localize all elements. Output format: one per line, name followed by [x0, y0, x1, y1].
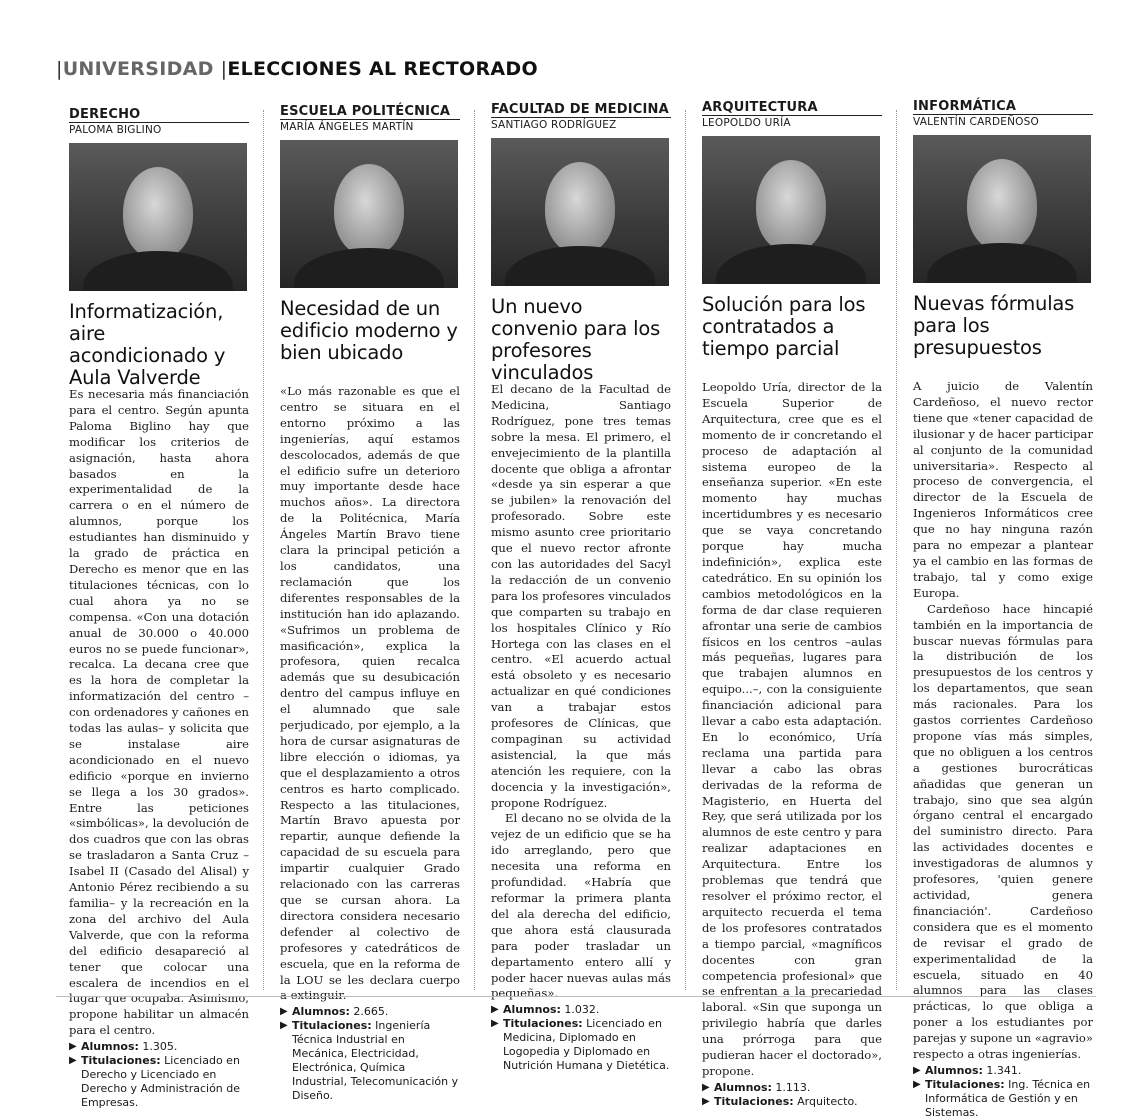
header-divider: |	[220, 58, 228, 80]
column-derecho	[69, 107, 249, 1110]
faculty-name: INFORMÁTICA	[913, 99, 1093, 115]
dean-photo	[702, 136, 880, 284]
faculty-name: DERECHO	[69, 107, 249, 123]
column-politecnica	[280, 104, 460, 1103]
alumnos-line	[913, 1064, 1093, 1078]
dean-photo	[913, 135, 1091, 283]
titulaciones-label: Titulaciones:	[925, 1077, 1005, 1091]
article-headline: Informatización, aire acondicionado y Aula Valverde	[69, 300, 226, 389]
article-facts	[69, 1040, 249, 1110]
arrow-icon: ▶	[69, 1055, 77, 1067]
titulaciones-line	[280, 1019, 460, 1103]
faculty-name: ESCUELA POLITÉCNICA	[280, 104, 460, 120]
titulaciones-label: Titulaciones:	[292, 1019, 372, 1033]
faculty-name: ARQUITECTURA	[702, 100, 882, 116]
article-paragraph: El decano de la Facultad de Medicina, Santiago Rodríguez, pone tres temas sobre la mesa. El primero, el envejecimiento de la plantilla docente que obliga a afrontar «desde ya sin esperar a que se jubilen» la renovación del profesorado. Sobre este mismo asunto cree prioritario que el nuevo rector afronte con las autoridades del Sacyl la redacción de un convenio para los profesores vinculados que comparten su trabajo en los hospitales Clínico y Río Hortega con las clases en el centro. «El acuerdo actual está obsoleto y es necesario actualizar en qué condiciones van a trabajar estos profesores de Clínicas, que compaginan su actividad asistencial, la que más atención les requiere, con la docencia y la investigación», propone Rodríguez.	[491, 382, 671, 810]
alumnos-value: 1.113.	[775, 1080, 811, 1094]
arrow-icon: ▶	[280, 1006, 288, 1018]
article-facts	[702, 1081, 882, 1109]
article-facts	[491, 1003, 671, 1073]
article-paragraph: Leopoldo Uría, director de la Escuela Superior de Arquitectura, cree que es el momento de ir concretando el proceso de adaptación al sistema europeo de la enseñanza superior. «En este momento hay muchas incertidumbres y es necesario que se vaya concretando porque hay mucha indefinición», explica este catedrático. En su opinión los cambios metodológicos en la forma de dar clase requieren afrontar una serie de cambios físicos en los centros –aulas más pequeñas, lugares para que trabajen alumnos en equipo...–, con la consiguiente financiación adicional para llevar a cabo esta adaptación. En lo económico, Uría reclama una partida para llevar a cabo las obras derivadas de la reforma de Magisterio, en Huerta del Rey, que será utilizada por los alumnos de este centro y para realizar adaptaciones en Arquitectura. Entre los problemas que tendrá que resolver el próximo rector, el arquitecto recuerda el tema de los profesores contratados a tiempo parcial, «magníficos docentes con gran competencia profesional» que se enfrentan a la precariedad laboral. «Sin que suponga un privilegio habría que darles una prórroga para que pudieran hacer el doctorado», propone.	[702, 380, 882, 1078]
arrow-icon: ▶	[280, 1020, 288, 1032]
arrow-icon: ▶	[491, 1018, 499, 1030]
article-facts	[913, 1064, 1093, 1120]
titulaciones-value: Licenciado en Derecho y Licenciado en Derecho y Administración de Empresas.	[81, 1054, 241, 1110]
article-body	[280, 384, 460, 1004]
article-paragraph: Cardeñoso hace hincapié también en la importancia de buscar nuevas fórmulas para la distribución de los presupuestos de los centros y los departamentos, que sean más racionales. Para los gastos corrientes Cardeñoso propone vías más simples, que no obliguen a los centros a gestiones burocráticas añadidas que generan un trabajo, sino que sea algún órgano central el encargado del suministro directo. Para las actividades docentes e investigadoras de alumnos y profesores, 'quien genere actividad, genera financiación'. Cardeñoso considera que es el momento de revisar el grado de experimentalidad de la escuela, situado en 40 alumnos para las clases prácticas, lo que obliga a poner a los estudiantes por parejas y supone un «agravio» respecto a otras ingenierías.	[913, 601, 1093, 1062]
column-divider	[896, 110, 897, 990]
column-medicina	[491, 102, 671, 1073]
article-headline: Solución para los contratados a tiempo parcial	[702, 293, 866, 360]
dean-name: VALENTÍN CARDEÑOSO	[913, 116, 1039, 128]
titulaciones-line	[69, 1054, 249, 1110]
article-paragraph: Es necesaria más financiación para el centro. Según apunta Paloma Biglino hay que modificar los criterios de asignación, hasta ahora basados en la experimentalidad de la carrera o en el número de alumnos, porque los estudiantes han disminuido y la grado de práctica en Derecho es menor que en las titulaciones técnicas, con lo cual ahora ya no se compensa. «Con una dotación anual de 30.000 o 40.000 euros no se puede funcionar», recalca. La decana cree que es la hora de completar la informatización del centro –con ordenadores y cañones en todas las aulas– y solicita que se instalase aire acondicionado en el nuevo edificio «porque en invierno se llega a los 30 grados». Entre las peticiones «simbólicas», la devolución de dos cuadros que con las obras se trasladaron a Santa Cruz –Isabel II (Casado del Alisal) y Antonio Pérez recibiendo a su familia– y la recreación en la zona del archivo del Aula Valverde, que con la reforma del edificio desapareció al tener que colocar una escalera de incendios en el lugar que ocupaba. Asimismo, propone habilitar un almacén para el centro.	[69, 387, 249, 1038]
column-divider	[474, 110, 475, 990]
titulaciones-value: Licenciado en Medicina, Diplomado en Logopedia y Diplomado en Nutrición Humana y Dietética.	[503, 1017, 670, 1073]
section-header	[56, 58, 538, 80]
arrow-icon: ▶	[913, 1064, 921, 1076]
arrow-icon: ▶	[69, 1041, 77, 1053]
titulaciones-label: Titulaciones:	[714, 1094, 794, 1108]
article-body	[491, 382, 671, 1002]
alumnos-value: 1.305.	[142, 1040, 178, 1054]
dean-name: MARÍA ÁNGELES MARTÍN	[280, 121, 414, 133]
article-body	[913, 379, 1093, 1063]
titulaciones-line	[702, 1095, 882, 1109]
alumnos-line	[702, 1081, 882, 1095]
article-paragraph: A juicio de Valentín Cardeñoso, el nuevo rector tiene que «tener capacidad de ilusionar y de hacer participar al conjunto de la comunidad universitaria». Respecto al proceso de convergencia, el director de la Escuela de Ingenieros Informáticos cree que no hay ninguna razón para no empezar a plantear ya el cambio en las formas de trabajo, tal y como exige Europa.	[913, 379, 1093, 600]
titulaciones-line	[491, 1017, 671, 1073]
titulaciones-value: Ing. Técnica en Informática de Gestión y en Sistemas.	[925, 1077, 1091, 1119]
article-paragraph: «Lo más razonable es que el centro se situara en el entorno próximo a las ingenierías, aquí estamos descolocados, además de que el edificio sufre un deterioro muy importante desde hace muchos años». La directora de la Politécnica, María Ángeles Martín Bravo tiene clara la principal petición a los candidatos, una reclamación que los diferentes responsables de la institución han ido aplazando. «Sufrimos un problema de masificación», explica la profesora, quien recalca además que su desubicación dentro del campus influye en el alumnado que sale perjudicado, por ejemplo, a la hora de cursar asignaturas de libre elección o idiomas, ya que el desplazamiento a otros centros es harto complicado. Respecto a las titulaciones, Martín Bravo apuesta por repartir, aunque defiende la capacidad de su escuela para impartir cualquier Grado relacionado con las carreras que se cursan ahora. La directora considera necesario defender al colectivo de profesores y catedráticos de escuela, que en la reforma de la LOU se les declara cuerpo a extinguir.	[280, 384, 460, 1003]
titulaciones-label: Titulaciones:	[81, 1054, 161, 1068]
alumnos-line	[69, 1040, 249, 1054]
titulaciones-value: Arquitecto.	[797, 1094, 858, 1108]
arrow-icon: ▶	[702, 1081, 710, 1093]
column-divider	[263, 110, 264, 990]
column-divider	[685, 110, 686, 990]
article-body	[69, 387, 249, 1039]
alumnos-label: Alumnos:	[925, 1063, 983, 1077]
alumnos-label: Alumnos:	[714, 1080, 772, 1094]
titulaciones-value: Ingeniería Técnica Industrial en Mecánica, Electricidad, Electrónica, Química Industrial, Telecomunicación y Diseño.	[292, 1019, 459, 1103]
arrow-icon: ▶	[702, 1095, 710, 1107]
dean-name: PALOMA BIGLINO	[69, 124, 162, 136]
dean-photo	[69, 143, 247, 291]
titulaciones-label: Titulaciones:	[503, 1017, 583, 1031]
alumnos-label: Alumnos:	[503, 1003, 561, 1017]
article-headline: Necesidad de un edificio moderno y bien ubicado	[280, 297, 458, 364]
alumnos-value: 1.032.	[564, 1003, 600, 1017]
faculty-name: FACULTAD DE MEDICINA	[491, 102, 671, 118]
column-arquitectura	[702, 100, 882, 1109]
titulaciones-line	[913, 1078, 1093, 1120]
arrow-icon: ▶	[913, 1078, 921, 1090]
alumnos-label: Alumnos:	[81, 1040, 139, 1054]
topic-title: ELECCIONES AL RECTORADO	[227, 58, 538, 80]
alumnos-line	[280, 1005, 460, 1019]
dean-name: LEOPOLDO URÍA	[702, 117, 791, 129]
article-headline: Un nuevo convenio para los profesores vinculados	[491, 295, 661, 384]
header-divider: |	[56, 58, 63, 80]
alumnos-label: Alumnos:	[292, 1005, 350, 1019]
alumnos-value: 1.341.	[986, 1063, 1022, 1077]
section-name: UNIVERSIDAD	[62, 58, 214, 80]
column-informatica	[913, 99, 1093, 1120]
dean-photo	[280, 140, 458, 288]
article-paragraph: El decano no se olvida de la vejez de un edificio que se ha ido arreglando, pero que necesita una reforma en profundidad. «Habría que reformar la primera planta del ala derecha del edificio, que ahora está clausurada para poder trasladar un departamento entero allí y poder hacer nuevas aulas más pequeñas».	[491, 811, 671, 1001]
arrow-icon: ▶	[491, 1004, 499, 1016]
bottom-rule	[56, 996, 1096, 997]
article-body	[702, 380, 882, 1080]
alumnos-value: 2.665.	[353, 1005, 389, 1019]
dean-photo	[491, 138, 669, 286]
dean-name: SANTIAGO RODRÍGUEZ	[491, 119, 617, 131]
article-facts	[280, 1005, 460, 1103]
article-headline: Nuevas fórmulas para los presupuestos	[913, 292, 1075, 359]
alumnos-line	[491, 1003, 671, 1017]
